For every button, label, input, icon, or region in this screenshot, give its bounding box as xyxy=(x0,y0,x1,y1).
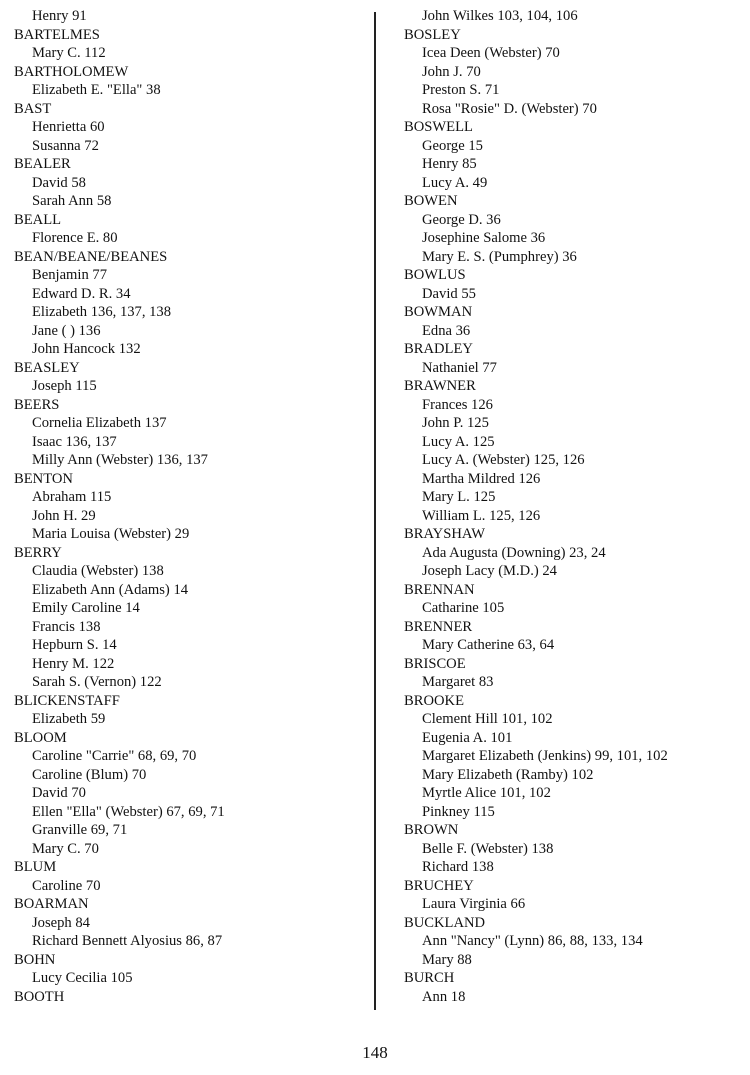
index-surname-heading: BOSWELL xyxy=(404,119,473,135)
index-entry: Margaret Elizabeth (Jenkins) 99, 101, 102 xyxy=(422,748,668,764)
index-entry: Mary Elizabeth (Ramby) 102 xyxy=(422,766,594,783)
index-entry: Mary 88 xyxy=(422,951,472,968)
index-entry: Laura Virginia 66 xyxy=(422,896,526,912)
index-entry: Lucy A. 125 xyxy=(422,433,495,450)
index-entry: Caroline 70 xyxy=(32,877,101,894)
index-surname-heading: BOOTH xyxy=(14,988,65,1005)
index-entry: Martha Mildred 126 xyxy=(422,470,541,487)
index-surname-heading: BRADLEY xyxy=(404,341,473,357)
index-entry: Ada Augusta (Downing) 23, 24 xyxy=(422,544,606,561)
index-entry: Joseph 84 xyxy=(32,914,90,931)
index-entry: Claudia (Webster) 138 xyxy=(32,563,164,579)
index-entry: Mary C. 70 xyxy=(32,840,99,857)
index-entry: Maria Louisa (Webster) 29 xyxy=(32,526,190,542)
index-surname-heading: BLICKENSTAFF xyxy=(14,692,120,709)
index-entry: Isaac 136, 137 xyxy=(32,433,117,450)
index-entry: Eugenia A. 101 xyxy=(422,729,513,746)
index-entry: John J. 70 xyxy=(422,63,481,80)
index-entry: Nathaniel 77 xyxy=(422,359,497,376)
index-entry: Sarah S. (Vernon) 122 xyxy=(32,674,162,690)
index-surname-heading: BLUM xyxy=(14,859,57,875)
index-entry: John Wilkes 103, 104, 106 xyxy=(422,8,578,24)
index-surname-heading: BARTELMES xyxy=(14,26,100,43)
index-entry: Milly Ann (Webster) 136, 137 xyxy=(32,452,208,468)
index-entry: Ann 18 xyxy=(422,988,466,1005)
index-surname-heading: BRAWNER xyxy=(404,378,476,394)
index-entry: David 70 xyxy=(32,785,86,801)
index-surname-heading: BOSLEY xyxy=(404,26,461,43)
index-surname-heading: BEAN/BEANE/BEANES xyxy=(14,248,168,265)
index-entry: Sarah Ann 58 xyxy=(32,193,112,209)
index-surname-heading: BOWLUS xyxy=(404,267,466,283)
index-surname-heading: BLOOM xyxy=(14,729,67,746)
index-entry: David 58 xyxy=(32,174,86,191)
index-entry: John Hancock 132 xyxy=(32,341,141,357)
index-entry: Caroline (Blum) 70 xyxy=(32,766,147,783)
index-entry: Hepburn S. 14 xyxy=(32,637,117,653)
index-entry: John H. 29 xyxy=(32,507,96,524)
index-surname-heading: BOARMAN xyxy=(14,896,89,912)
index-surname-heading: BURCH xyxy=(404,970,455,986)
index-entry: Richard 138 xyxy=(422,859,494,875)
index-entry: Henry 85 xyxy=(422,156,477,172)
index-surname-heading: BRAYSHAW xyxy=(404,526,486,542)
index-entry: Henry M. 122 xyxy=(32,655,115,672)
index-entry: Margaret 83 xyxy=(422,674,494,690)
index-entry: Preston S. 71 xyxy=(422,82,500,98)
index-entry: Mary E. S. (Pumphrey) 36 xyxy=(422,248,577,265)
index-entry: Frances 126 xyxy=(422,396,493,413)
index-entry: Susanna 72 xyxy=(32,137,99,154)
index-column-right xyxy=(404,7,744,1006)
index-entry: Cornelia Elizabeth 137 xyxy=(32,415,167,431)
index-entry: George D. 36 xyxy=(422,211,501,228)
index-surname-heading: BRISCOE xyxy=(404,655,466,672)
index-entry: Benjamin 77 xyxy=(32,267,107,283)
index-entry: Abraham 115 xyxy=(32,489,112,505)
index-entry: Richard Bennett Alyosius 86, 87 xyxy=(32,933,223,949)
index-surname-heading: BEASLEY xyxy=(14,359,80,376)
index-entry: Lucy A. (Webster) 125, 126 xyxy=(422,452,585,468)
index-entry: Catharine 105 xyxy=(422,600,505,616)
index-entry: Elizabeth Ann (Adams) 14 xyxy=(32,581,189,598)
index-entry: Granville 69, 71 xyxy=(32,822,128,838)
index-surname-heading: BOWEN xyxy=(404,193,458,209)
index-entry: Francis 138 xyxy=(32,618,101,635)
index-entry: Joseph 115 xyxy=(32,378,97,394)
index-entry: Mary Catherine 63, 64 xyxy=(422,637,555,653)
index-entry: Josephine Salome 36 xyxy=(422,230,546,246)
index-entry: Jane ( ) 136 xyxy=(32,322,101,339)
index-entry: David 55 xyxy=(422,285,476,302)
index-surname-heading: BAST xyxy=(14,100,52,117)
index-entry: Emily Caroline 14 xyxy=(32,600,140,616)
index-entry: Elizabeth E. "Ella" 38 xyxy=(32,82,161,98)
index-entry: Mary L. 125 xyxy=(422,489,496,505)
index-entry: Florence E. 80 xyxy=(32,230,118,246)
index-surname-heading: BRENNER xyxy=(404,618,473,635)
index-entry: Mary C. 112 xyxy=(32,45,106,61)
index-surname-heading: BROWN xyxy=(404,822,459,838)
index-surname-heading: BRENNAN xyxy=(404,581,475,598)
index-entry: Pinkney 115 xyxy=(422,803,495,820)
index-surname-heading: BEALER xyxy=(14,156,71,172)
index-entry: John P. 125 xyxy=(422,415,489,431)
index-surname-heading: BRUCHEY xyxy=(404,877,474,894)
index-entry: George 15 xyxy=(422,137,483,154)
index-surname-heading: BERRY xyxy=(14,544,62,561)
index-entry: William L. 125, 126 xyxy=(422,507,541,524)
index-surname-heading: BENTON xyxy=(14,470,73,487)
column-divider xyxy=(374,12,376,1010)
index-entry: Elizabeth 136, 137, 138 xyxy=(32,304,172,320)
index-entry: Caroline "Carrie" 68, 69, 70 xyxy=(32,748,197,764)
index-entry: Ann "Nancy" (Lynn) 86, 88, 133, 134 xyxy=(422,933,643,949)
index-entry: Edward D. R. 34 xyxy=(32,285,131,302)
page-number: 148 xyxy=(362,1043,388,1062)
index-entry: Rosa "Rosie" D. (Webster) 70 xyxy=(422,100,597,117)
index-entry: Clement Hill 101, 102 xyxy=(422,711,553,727)
index-entry: Lucy Cecilia 105 xyxy=(32,970,133,986)
index-surname-heading: BUCKLAND xyxy=(404,914,486,931)
index-column-left xyxy=(14,7,364,1006)
index-surname-heading: BOHN xyxy=(14,951,56,968)
index-surname-heading: BOWMAN xyxy=(404,304,473,320)
index-entry: Icea Deen (Webster) 70 xyxy=(422,45,560,61)
index-surname-heading: BEERS xyxy=(14,396,60,413)
index-entry: Ellen "Ella" (Webster) 67, 69, 71 xyxy=(32,803,225,820)
index-entry: Myrtle Alice 101, 102 xyxy=(422,785,551,801)
index-surname-heading: BROOKE xyxy=(404,692,464,709)
index-entry: Belle F. (Webster) 138 xyxy=(422,840,554,857)
index-surname-heading: BEALL xyxy=(14,211,62,228)
index-entry: Joseph Lacy (M.D.) 24 xyxy=(422,563,557,579)
index-entry: Lucy A. 49 xyxy=(422,174,488,191)
index-surname-heading: BARTHOLOMEW xyxy=(14,63,129,80)
index-entry: Edna 36 xyxy=(422,322,471,339)
index-entry: Henrietta 60 xyxy=(32,119,105,135)
index-entry: Elizabeth 59 xyxy=(32,711,106,727)
index-entry: Henry 91 xyxy=(32,8,87,24)
